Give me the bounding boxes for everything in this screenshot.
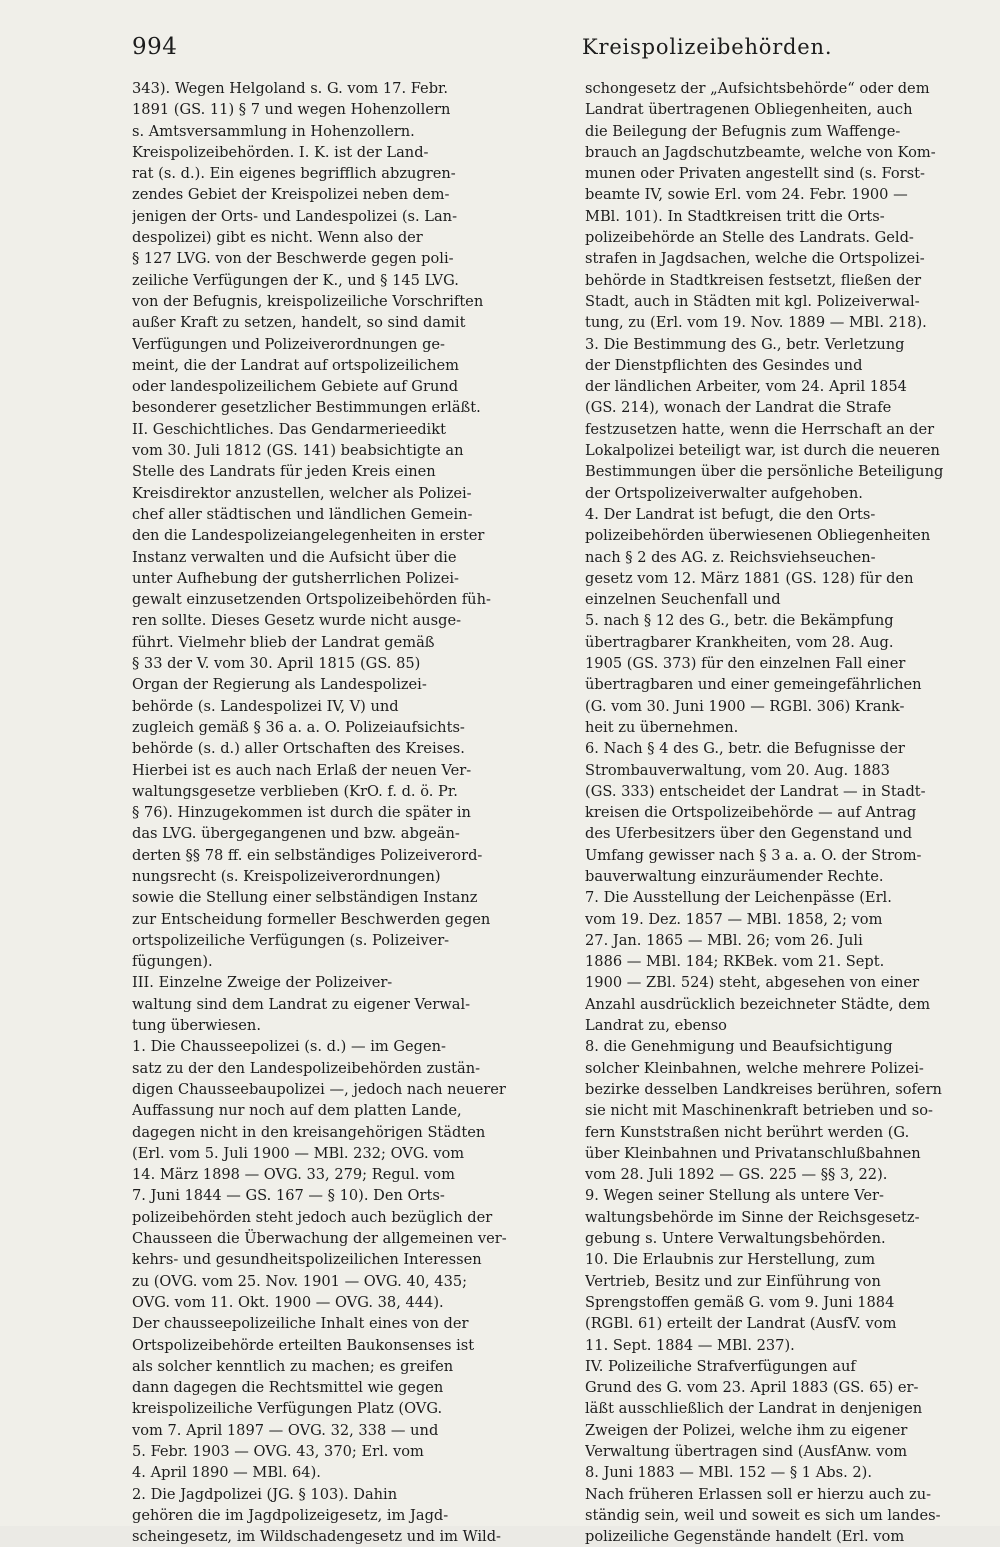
text-line: behörde (s. d.) aller Ortschaften des Kreises. [132,740,465,758]
text-line: Sprengstoffen gemäß G. vom 9. Juni 1884 [585,1293,895,1311]
text-line: 1891 (GS. 11) § 7 und wegen Hohenzollern [132,101,451,119]
text-line: zu (OVG. vom 25. Nov. 1901 — OVG. 40, 435; [132,1272,468,1290]
text-line: festzusetzen hatte, wenn die Herrschaft an der [585,420,935,438]
text-line: bezirke desselben Landkreises berühren, sofern [585,1080,942,1098]
text-line: zendes Gebiet der Kreispolizei neben dem- [132,186,450,204]
text-line: polizeiliche Gegenstände handelt (Erl. vom [585,1528,905,1546]
text-line: kehrs- und gesundheitspolizeilichen Interessen [132,1251,482,1269]
text-line: nach § 2 des AG. z. Reichsviehseuchen- [585,548,876,566]
text-line: des Uferbesitzers über den Gegenstand und [585,825,913,843]
text-line: Hierbei ist es auch nach Erlaß der neuen Ver- [132,761,472,779]
text-line: 3. Die Bestimmung des G., betr. Verletzung [585,335,905,353]
text-line: brauch an Jagdschutzbeamte, welche von Kom- [585,143,936,161]
text-line: 5. Febr. 1903 — OVG. 43, 370; Erl. vom [132,1443,424,1460]
text-line: 8. Juni 1883 — MBl. 152 — § 1 Abs. 2). [585,1464,872,1482]
text-line: 11. Sept. 1884 — MBl. 237). [585,1336,795,1354]
text-line: digen Chausseebaupolizei —, jedoch nach neuerer [132,1080,506,1098]
text-line: Grund des G. vom 23. April 1883 (GS. 65) er- [585,1379,919,1397]
text-line: (G. vom 30. Juni 1900 — RGBl. 306) Krank- [585,697,905,715]
text-line: waltungsbehörde im Sinne der Reichsgesetz- [585,1208,920,1226]
text-line: vom 19. Dez. 1857 — MBl. 1858, 2; vom [585,910,883,928]
text-line: meint, die der Landrat auf ortspolizeilichem [132,356,459,374]
running-head: Kreispolizeibehörden. [582,35,833,59]
text-line: Nach früheren Erlassen soll er hierzu auch zu- [585,1485,932,1503]
text-line: das LVG. übergegangenen und bzw. abgeän- [132,825,460,843]
text-line: Chausseen die Überwachung der allgemeinen ver- [132,1230,507,1248]
text-line: 1905 (GS. 373) für den einzelnen Fall einer [585,655,906,673]
text-line: einzelnen Seuchenfall und [585,591,781,609]
text-line: fern Kunststraßen nicht berührt werden (G. [585,1123,910,1141]
text-line: Kreisdirektor anzustellen, welcher als Polizei- [132,484,472,502]
text-line: ständig sein, weil und soweit es sich um landes- [585,1506,941,1524]
text-line: dagegen nicht in den kreisangehörigen Städten [132,1123,486,1141]
text-line: rat (s. d.). Ein eigenes begrifflich abzugren- [132,165,456,183]
text-line: Kreispolizeibehörden. I. K. ist der Land- [132,143,429,161]
text-line: ortspolizeiliche Verfügungen (s. Polizeiver- [132,931,450,949]
text-line: vom 30. Juli 1812 (GS. 141) beabsichtigte an [132,442,464,460]
text-line: unter Aufhebung der gutsherrlichen Polizei- [132,569,459,587]
text-line: ren sollte. Dieses Gesetz wurde nicht ausge- [132,612,462,630]
text-line: polizeibehörden steht jedoch auch bezüglich der [132,1208,493,1226]
text-line: III. Einzelne Zweige der Polizeiver- [132,974,393,992]
text-line: Stelle des Landrats für jeden Kreis einen [132,463,436,481]
text-line: übertragbarer Krankheiten, vom 28. Aug. [585,633,894,651]
text-line: Umfang gewisser nach § 3 a. a. O. der Strom- [585,846,922,864]
text-line: heit zu übernehmen. [585,718,739,736]
text-line: tung, zu (Erl. vom 19. Nov. 1889 — MBl. 218). [585,314,927,332]
text-line: strafen in Jagdsachen, welche die Ortspolizei- [585,250,925,268]
text-line: gesetz vom 12. März 1881 (GS. 128) für den [585,569,914,587]
text-line: 8. die Genehmigung und Beaufsichtigung [585,1038,893,1056]
text-line: Anzahl ausdrücklich bezeichneter Städte, dem [585,995,931,1013]
text-line: Auffassung nur noch auf dem platten Lande, [132,1102,462,1120]
text-line: 2. Die Jagdpolizei (JG. § 103). Dahin [132,1485,398,1503]
text-line: Verwaltung übertragen sind (AusfAnw. vom [585,1443,908,1460]
text-line: solcher Kleinbahnen, welche mehrere Polizei- [585,1059,924,1077]
text-line: 10. Die Erlaubnis zur Herstellung, zum [585,1251,876,1269]
right-text-column [585,78,967,1547]
text-line: polizeibehörde an Stelle des Landrats. Geld- [585,229,914,247]
text-line: chef aller städtischen und ländlichen Gemein- [132,505,473,523]
text-line: 14. März 1898 — OVG. 33, 279; Regul. vom [132,1166,455,1184]
text-line: Strombauverwaltung, vom 20. Aug. 1883 [585,761,890,779]
text-line: den die Landespolizeiangelegenheiten in erster [132,527,485,545]
text-line: Landrat übertragenen Obliegenheiten, auch [585,101,913,119]
text-line: oder landespolizeilichem Gebiete auf Grund [132,378,459,396]
text-line: s. Amtsversammlung in Hohenzollern. [132,122,415,140]
text-line: Vertrieb, Besitz und zur Einführung von [585,1272,881,1290]
text-line: kreispolizeiliche Verfügungen Platz (OVG. [132,1400,443,1418]
text-line: nungsrecht (s. Kreispolizeiverordnungen) [132,867,441,885]
text-line: scheingesetz, im Wildschadengesetz und im Wild- [132,1528,501,1546]
text-line: 1. Die Chausseepolizei (s. d.) — im Gegen- [132,1038,446,1056]
text-line: 7. Juni 1844 — GS. 167 — § 10). Den Orts- [132,1187,445,1205]
text-line: fügungen). [132,953,213,971]
text-line: Bestimmungen über die persönliche Beteiligung [585,463,944,481]
text-line: 5. nach § 12 des G., betr. die Bekämpfung [585,612,894,630]
text-line: der Dienstpflichten des Gesindes und [585,356,863,374]
text-line: über Kleinbahnen und Privatanschlußbahnen [585,1144,921,1162]
text-line: IV. Polizeiliche Strafverfügungen auf [585,1357,856,1375]
text-line: 4. Der Landrat ist befugt, die den Orts- [585,505,876,523]
text-line: Landrat zu, ebenso [585,1017,727,1035]
page-header [132,30,968,66]
text-line: vom 7. April 1897 — OVG. 32, 338 — und [132,1421,439,1439]
left-text-column [132,78,547,1547]
text-line: waltungsgesetze verblieben (KrO. f. d. ö. Pr. [132,782,458,800]
text-line: (Erl. vom 5. Juli 1900 — MBl. 232; OVG. vom [132,1144,465,1162]
text-line: § 33 der V. vom 30. April 1815 (GS. 85) [132,655,421,673]
text-line: MBl. 101). In Stadtkreisen tritt die Orts- [585,207,885,225]
text-line: zur Entscheidung formeller Beschwerden gegen [132,910,491,928]
text-line: jenigen der Orts- und Landespolizei (s. Lan- [132,207,458,225]
text-line: Ortspolizeibehörde erteilten Baukonsenses ist [132,1336,475,1354]
text-line: dann dagegen die Rechtsmittel wie gegen [132,1379,444,1397]
text-line: außer Kraft zu setzen, handelt, so sind damit [132,314,466,332]
text-line: bauverwaltung einzuräumender Rechte. [585,867,884,885]
text-line: behörde (s. Landespolizei IV, V) und [132,697,399,715]
text-line: Instanz verwalten und die Aufsicht über die [132,548,457,566]
text-line: Der chausseepolizeiliche Inhalt eines von der [132,1315,469,1333]
text-line: beamte IV, sowie Erl. vom 24. Febr. 1900 — [585,186,908,204]
text-line: übertragbaren und einer gemeingefährlichen [585,676,922,694]
text-line: Zweigen der Polizei, welche ihm zu eigener [585,1421,908,1439]
text-line: zugleich gemäß § 36 a. a. O. Polizeiaufsichts- [132,718,465,736]
text-line: 6. Nach § 4 des G., betr. die Befugnisse der [585,740,905,758]
text-line: Stadt, auch in Städten mit kgl. Polizeiverwal- [585,292,920,310]
text-line: Lokalpolizei beteiligt war, ist durch die neueren [585,442,940,460]
text-line: besonderer gesetzlicher Bestimmungen erläßt. [132,399,481,417]
text-line: sowie die Stellung einer selbständigen Instanz [132,889,478,907]
text-line: 4. April 1890 — MBl. 64). [132,1464,321,1482]
text-line: Organ der Regierung als Landespolizei- [132,676,427,694]
text-line: führt. Vielmehr blieb der Landrat gemäß [132,633,435,651]
text-line: 1900 — ZBl. 524) steht, abgesehen von einer [585,974,920,992]
text-line: sie nicht mit Maschinenkraft betrieben und so- [585,1102,933,1120]
text-line: die Beilegung der Befugnis zum Waffenge- [585,122,901,140]
text-line: OVG. vom 11. Okt. 1900 — OVG. 38, 444). [132,1293,444,1311]
text-line: despolizei) gibt es nicht. Wenn also der [132,229,423,247]
text-line: gehören die im Jagdpolizeigesetz, im Jagd- [132,1506,449,1524]
text-line: als solcher kenntlich zu machen; es greifen [132,1357,454,1375]
text-line: (GS. 333) entscheidet der Landrat — in Stadt- [585,782,926,800]
text-line: vom 28. Juli 1892 — GS. 225 — §§ 3, 22). [585,1166,888,1184]
text-line: zeiliche Verfügungen der K., und § 145 LVG. [132,271,459,289]
text-line: der Ortspolizeiverwalter aufgehoben. [585,484,863,502]
text-line: von der Befugnis, kreispolizeiliche Vorschriften [132,292,484,310]
text-line: waltung sind dem Landrat zu eigener Verwal- [132,995,471,1013]
text-line: schongesetz der „Aufsichtsbehörde“ oder dem [585,80,930,97]
column-gutter [566,86,567,1446]
text-line: 9. Wegen seiner Stellung als untere Ver- [585,1187,884,1205]
text-line: munen oder Privaten angestellt sind (s. Forst- [585,165,925,183]
text-line: 1886 — MBl. 184; RKBek. vom 21. Sept. [585,953,885,971]
text-line: II. Geschichtliches. Das Gendarmerieedikt [132,420,446,438]
text-line: gebung s. Untere Verwaltungsbehörden. [585,1230,886,1248]
text-line: Verfügungen und Polizeiverordnungen ge- [132,335,445,353]
text-line: läßt ausschließlich der Landrat in denjenigen [585,1400,923,1418]
text-line: 343). Wegen Helgoland s. G. vom 17. Febr. [132,80,449,97]
text-line: gewalt einzusetzenden Ortspolizeibehörden füh- [132,591,491,609]
text-line: polizeibehörden überwiesenen Obliegenheiten [585,527,931,545]
text-line: § 76). Hinzugekommen ist durch die später in [132,804,471,822]
text-line: tung überwiesen. [132,1017,261,1035]
text-line: derten §§ 78 ff. ein selbständiges Polizeiverord- [132,846,483,864]
text-line: der ländlichen Arbeiter, vom 24. April 1854 [585,378,907,396]
text-line: (GS. 214), wonach der Landrat die Strafe [585,399,892,417]
text-line: § 127 LVG. von der Beschwerde gegen poli- [132,250,454,268]
text-line: (RGBl. 61) erteilt der Landrat (AusfV. vom [585,1315,897,1333]
page-number: 994 [132,34,178,60]
text-line: kreisen die Ortspolizeibehörde — auf Antrag [585,804,917,822]
text-line: 27. Jan. 1865 — MBl. 26; vom 26. Juli [585,931,863,949]
text-line: satz zu der den Landespolizeibehörden zustän- [132,1059,481,1077]
text-line: 7. Die Ausstellung der Leichenpässe (Erl. [585,889,892,907]
text-line: behörde in Stadtkreisen festsetzt, fließen der [585,271,922,289]
